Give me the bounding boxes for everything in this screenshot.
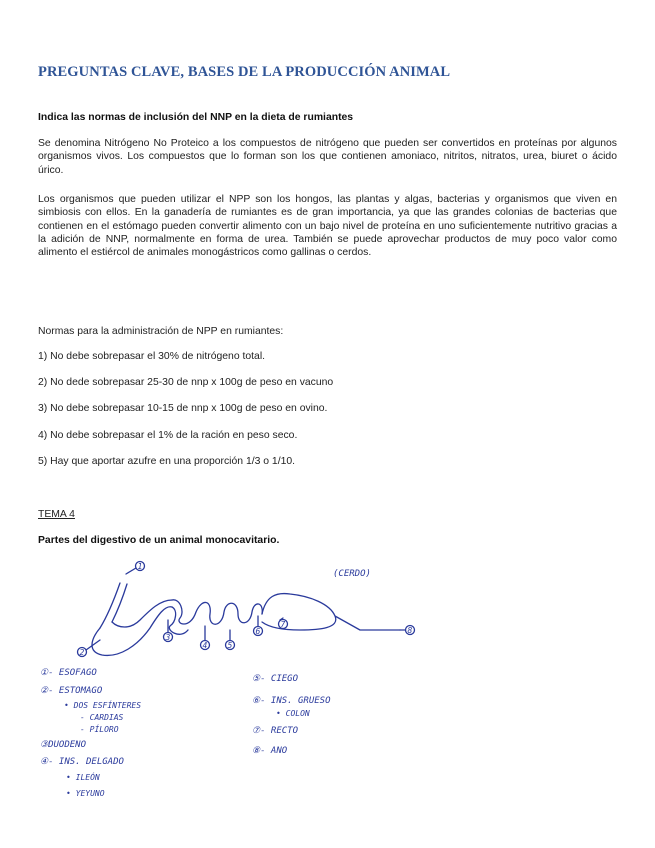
label-yeyuno: • YEYUNO xyxy=(66,789,105,798)
label-ileon: • ILEÓN xyxy=(66,773,100,782)
marker-8: 8 xyxy=(407,626,413,635)
marker-2: 2 xyxy=(79,648,85,657)
section-heading-nnp: Indica las normas de inclusión del NNP en la dieta de rumiantes xyxy=(38,112,354,123)
norm-item-4: 4) No debe sobrepasar el 1% de la ración en peso seco. xyxy=(38,430,298,441)
paragraph-nnp-definition: Se denomina Nitrógeno No Proteico a los compuestos de nitrógeno que pueden ser convertidos en proteínas por algunos organismos vivos. Los compuestos que lo forman son los que contienen amoniaco, nitritos, nitratos, urea, biuret o ácido úrico. xyxy=(38,138,617,176)
animal-label: (CERDO) xyxy=(333,569,371,579)
tema-label: TEMA 4 xyxy=(38,509,75,520)
norm-item-5: 5) Hay que aportar azufre en una proporción 1/3 o 1/10. xyxy=(38,456,296,467)
small-intestine-drawing xyxy=(169,600,262,635)
label-ciego: ⑤- CIEGO xyxy=(252,674,298,684)
label-estomago: ②- ESTOMAGO xyxy=(40,686,103,696)
label-esfinteres: • DOS ESFÍNTERES xyxy=(64,701,142,710)
pointer-lines xyxy=(86,568,405,650)
label-cardias: - CARDIAS xyxy=(80,713,124,722)
marker-4: 4 xyxy=(202,641,208,650)
marker-1: 1 xyxy=(137,562,143,571)
norm-item-1: 1) No debe sobrepasar el 30% de nitrógeno total. xyxy=(38,351,266,362)
page-title: PREGUNTAS CLAVE, BASES DE LA PRODUCCIÓN ANIMAL xyxy=(38,64,451,80)
label-ins-grueso: ⑥- INS. GRUESO xyxy=(252,696,331,706)
stomach-drawing xyxy=(92,600,172,655)
marker-6: 6 xyxy=(255,627,261,636)
label-piloro: - PÍLORO xyxy=(80,725,119,734)
label-esofago: ①- ESOFAGO xyxy=(40,668,97,678)
section-heading-digestive: Partes del digestivo de un animal monocavitario. xyxy=(38,535,280,546)
marker-3: 3 xyxy=(165,633,171,642)
norms-intro: Normas para la administración de NPP en rumiantes: xyxy=(38,326,284,337)
label-duodeno: ③DUODENO xyxy=(40,740,86,750)
label-ano: ⑧- ANO xyxy=(252,746,288,756)
label-ins-delgado: ④- INS. DELGADO xyxy=(40,757,124,767)
marker-7: 7 xyxy=(280,620,286,629)
esophagus-drawing xyxy=(100,583,127,628)
norm-item-2: 2) No dede sobrepasar 25-30 de nnp x 100g de peso en vacuno xyxy=(38,377,334,388)
label-colon: • COLON xyxy=(276,709,310,718)
norm-item-3: 3) No debe sobrepasar 10-15 de nnp x 100g de peso en ovino. xyxy=(38,403,328,414)
marker-5: 5 xyxy=(227,641,233,650)
paragraph-nnp-organisms: Los organismos que pueden utilizar el NPP son los hongos, las plantas y algas, bacterias y organismos que viven en simbiosis con ellos. En la ganadería de rumiantes es de gran importancia, ya que las grandes colonias de bacterias que contienen en el estómago pueden convertir alimento con un bajo nivel de proteína en uno suficientemente nutritivo gracias a la adición de NNP, normalmente en forma de urea. También se puede aprovechar productos de muy poco valor como alimento el estiércol de animales monogástricos como gallinas o cerdos. xyxy=(38,194,617,259)
label-recto: ⑦- RECTO xyxy=(252,726,298,736)
